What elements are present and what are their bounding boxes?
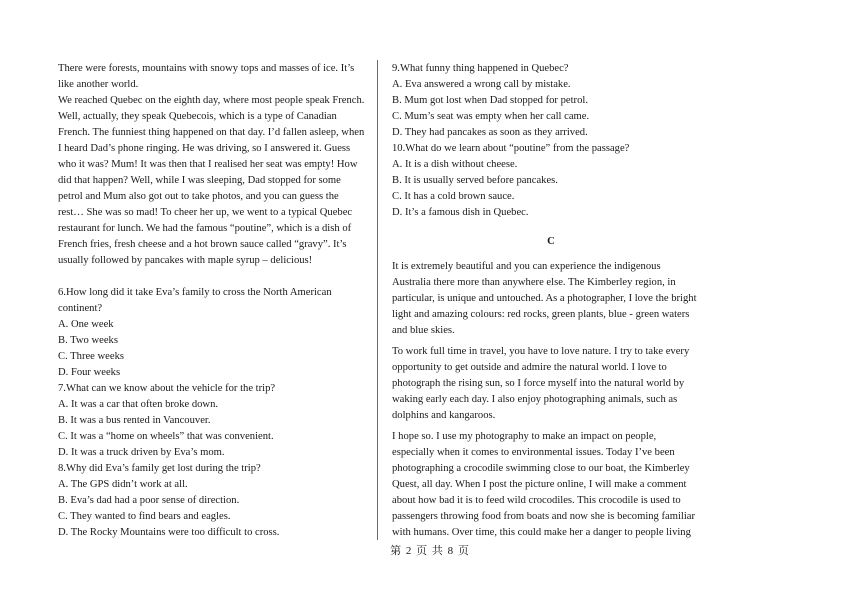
passage-line: did that happen? Well, while I was sleeping, Dad stopped for some [58, 175, 341, 186]
passage-line: restaurant for lunch. We had the famous “poutine”, which is a dish of [58, 223, 352, 234]
passage-line: particular, is unique and untouched. As a photographer, I love the bright [392, 293, 697, 304]
option-line: A. One week [58, 319, 114, 330]
passage-c-paragraph [392, 344, 710, 424]
option-line: D. It’s a famous dish in Quebec. [392, 207, 529, 218]
option-line: B. It was a bus rented in Vancouver. [58, 415, 211, 426]
passage-line: French. The funniest thing happened on that day. I’d fallen asleep, when [58, 127, 365, 138]
passage-line: To work full time in travel, you have to love nature. I try to take every [392, 346, 690, 357]
question-line: 6.How long did it take Eva’s family to cross the North American [58, 287, 332, 298]
passage-line: I hope so. I use my photography to make an impact on people, [392, 431, 657, 442]
questions-6-8 [58, 285, 372, 541]
question-line: 10.What do we learn about “poutine” from the passage? [392, 143, 630, 154]
passage-line: rest… She was so mad! To cheer her up, we went to a typical Quebec [58, 207, 353, 218]
passage-line: French fries, fresh cheese and a hot brown sauce called “gravy”. It’s [58, 239, 347, 250]
passage-line: We reached Quebec on the eighth day, where most people speak French. [58, 95, 365, 106]
option-line: C. They wanted to find bears and eagles. [58, 511, 231, 522]
left-column [58, 61, 372, 541]
option-line: C. It has a cold brown sauce. [392, 191, 515, 202]
option-line: C. Three weeks [58, 351, 124, 362]
passage-line: Well, actually, they speak Quebecois, which is a type of Canadian [58, 111, 337, 122]
option-line: D. The Rocky Mountains were too difficult to cross. [58, 527, 280, 538]
passage-line: especially when it comes to environmental issues. Today I’ve been [392, 447, 675, 458]
section-heading: C [547, 236, 555, 247]
option-line: D. They had pancakes as soon as they arrived. [392, 127, 588, 138]
option-line: D. Four weeks [58, 367, 121, 378]
option-line: B. Mum got lost when Dad stopped for petrol. [392, 95, 588, 106]
option-line: A. It was a car that often broke down. [58, 399, 219, 410]
passage-line: with humans. Over time, this could make her a danger to people living [392, 527, 691, 538]
passage-line: who it was? Mum! It was then that I realised her seat was empty! How [58, 159, 358, 170]
option-line: C. It was a “home on wheels” that was convenient. [58, 431, 274, 442]
question-line: 8.Why did Eva’s family get lost during the trip? [58, 463, 261, 474]
option-line: A. Eva answered a wrong call by mistake. [392, 79, 571, 90]
passage-line: dolphins and kangaroos. [392, 410, 496, 421]
passage-line: passengers throwing food from boats and now she is becoming familiar [392, 511, 696, 522]
option-line: C. Mum’s seat was empty when her call came. [392, 111, 590, 122]
spacer [58, 269, 372, 285]
page-number-footer: 第 2 页 共 8 页 [390, 545, 470, 557]
passage-line: There were forests, mountains with snowy tops and masses of ice. It’s [58, 63, 355, 74]
passage-line: I heard Dad’s phone ringing. He was driving, so I answered it. Guess [58, 143, 351, 154]
passage-line: Quest, all day. When I post the picture online, I will make a comment [392, 479, 687, 490]
passage-c-paragraph [392, 429, 710, 541]
option-line: A. It is a dish without cheese. [392, 159, 518, 170]
passage-line: waking early each day. I also enjoy photographing animals, such as [392, 394, 678, 405]
option-line: A. The GPS didn’t work at all. [58, 479, 188, 490]
passage-line: It is extremely beautiful and you can experience the indigenous [392, 261, 661, 272]
questions-9-10 [392, 61, 710, 221]
option-line: B. Eva’s dad had a poor sense of direction. [58, 495, 240, 506]
column-divider [377, 60, 378, 540]
question-line: 9.What funny thing happened in Quebec? [392, 63, 569, 74]
passage-line: about how bad it is to feed wild crocodiles. This crocodile is used to [392, 495, 681, 506]
passage-line: Australia there more than anywhere else. The Kimberley region, in [392, 277, 676, 288]
passage-line: like another world. [58, 79, 139, 90]
passage-a-continued [58, 61, 372, 269]
passage-line: photograph the rising sun, so I force myself into the natural world by [392, 378, 685, 389]
passage-line: photographing a crocodile swimming close to our boat, the Kimberley [392, 463, 690, 474]
passage-line: and blue skies. [392, 325, 455, 336]
passage-line: usually followed by pancakes with maple syrup – delicious! [58, 255, 313, 266]
question-line: continent? [58, 303, 103, 314]
option-line: B. It is usually served before pancakes. [392, 175, 558, 186]
option-line: B. Two weeks [58, 335, 118, 346]
passage-line: petrol and Mum also got out to take photos, and you can guess the [58, 191, 339, 202]
passage-c-paragraph [392, 259, 710, 339]
passage-line: light and amazing colours: red rocks, green plants, blue - green waters [392, 309, 690, 320]
question-line: 7.What can we know about the vehicle for the trip? [58, 383, 276, 394]
right-column [392, 61, 710, 546]
passage-line: opportunity to get outside and admire the natural world. I love to [392, 362, 667, 373]
option-line: D. It was a truck driven by Eva’s mom. [58, 447, 225, 458]
